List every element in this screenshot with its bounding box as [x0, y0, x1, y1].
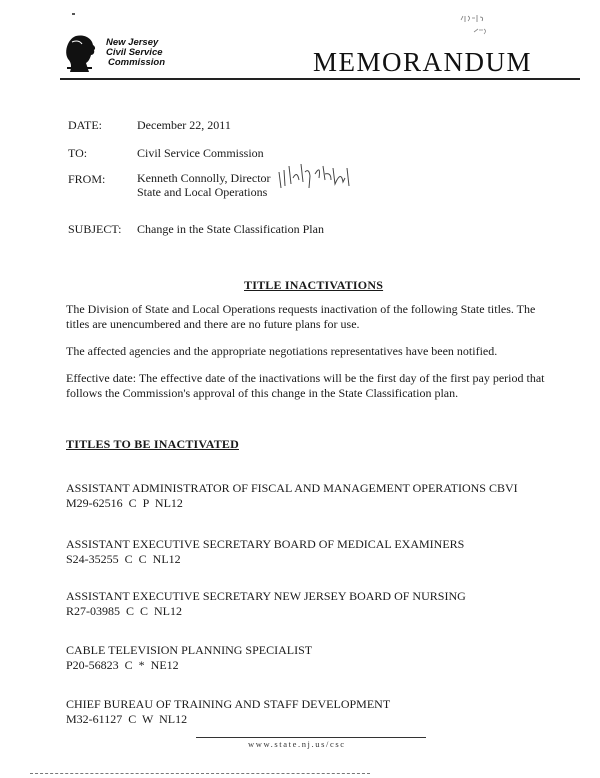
agency-logo	[62, 30, 182, 80]
title-code: R27-03985 C C NL12	[66, 604, 183, 618]
footer-rule	[196, 737, 426, 738]
title-name: ASSISTANT EXECUTIVE SECRETARY BOARD OF MEDICAL EXAMINERS	[66, 537, 465, 551]
from-name: Kenneth Connolly, Director	[137, 171, 271, 185]
subject-label: SUBJECT:	[68, 222, 122, 236]
to-label: TO:	[68, 146, 88, 160]
scan-speck	[72, 13, 75, 15]
scan-artifact-line	[30, 773, 370, 774]
title-code: P20-56823 C * NE12	[66, 658, 179, 672]
agency-name	[106, 38, 165, 68]
title-name: ASSISTANT EXECUTIVE SECRETARY NEW JERSEY BOARD OF NURSING	[66, 589, 466, 603]
title-code: M29-62516 C P NL12	[66, 496, 183, 510]
handwritten-corner-note	[458, 12, 508, 42]
titles-heading: TITLES TO BE INACTIVATED	[66, 437, 239, 451]
agency-name-line2: Civil Service	[106, 47, 163, 58]
to-value: Civil Service Commission	[137, 146, 264, 160]
list-item	[66, 697, 390, 727]
subject-value: Change in the State Classification Plan	[137, 222, 324, 236]
letterhead-rule	[60, 78, 580, 80]
paragraph-effective-date: Effective date: The effective date of the inactivations will be the first day of the first pay period that follows the Commission's approval of this change in the State Classification plan.	[66, 371, 545, 400]
title-name: CHIEF BUREAU OF TRAINING AND STAFF DEVELOPMENT	[66, 697, 391, 711]
agency-name-line3: Commission	[108, 57, 166, 68]
title-code: S24-35255 C C NL12	[66, 552, 181, 566]
date-label: DATE:	[68, 118, 102, 132]
list-item	[66, 481, 518, 511]
paragraph-notification: The affected agencies and the appropriate negotiations representatives have been notified.	[66, 344, 498, 358]
memorandum-title: MEMORANDUM	[313, 47, 533, 77]
list-item	[66, 643, 312, 673]
title-code: M32-61127 C W NL12	[66, 712, 188, 726]
agency-name-line1: New Jersey	[106, 37, 159, 48]
list-item	[66, 589, 466, 619]
section-title-inactivations: TITLE INACTIVATIONS	[244, 278, 384, 292]
silhouette-emblem-icon	[62, 32, 106, 76]
date-value: December 22, 2011	[137, 118, 231, 132]
list-item	[66, 537, 464, 567]
from-department: State and Local Operations	[137, 185, 268, 199]
handwritten-initials	[275, 158, 365, 198]
footer-url: www.state.nj.us/csc	[248, 739, 346, 749]
title-name: CABLE TELEVISION PLANNING SPECIALIST	[66, 643, 313, 657]
from-label: FROM:	[68, 172, 106, 186]
paragraph-request: The Division of State and Local Operations requests inactivation of the following State titles. The titles are unencumbered and there are no future plans for use.	[66, 302, 536, 331]
title-name: ASSISTANT ADMINISTRATOR OF FISCAL AND MANAGEMENT OPERATIONS CBVI	[66, 481, 518, 495]
